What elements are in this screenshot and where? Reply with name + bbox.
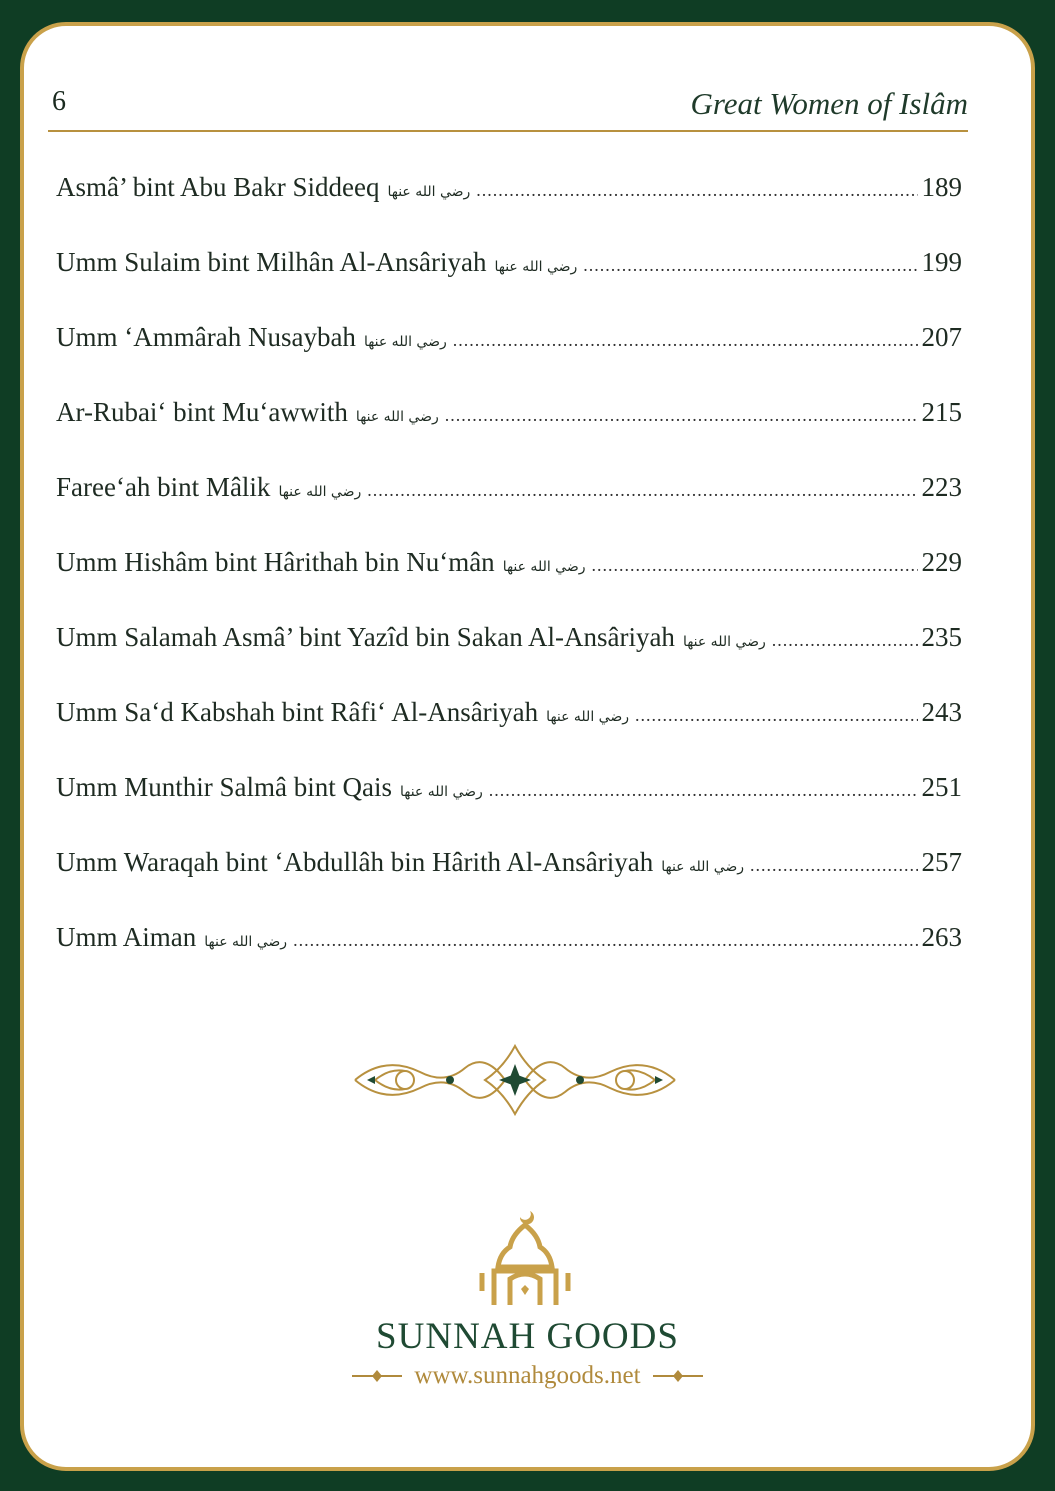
toc-leader-dots xyxy=(592,555,918,576)
toc-entry-page: 215 xyxy=(921,397,962,427)
toc-entry[interactable] xyxy=(56,697,962,772)
toc-entry-page: 251 xyxy=(921,772,962,802)
toc-entry-honorific: رضي الله عنها xyxy=(399,784,483,800)
mosque-dome-crescent-icon xyxy=(470,1205,580,1310)
toc-entry-honorific: رضي الله عنها xyxy=(387,184,471,200)
toc-entry-honorific: رضي الله عنها xyxy=(546,709,629,725)
toc-entry-page: 243 xyxy=(921,697,962,727)
toc-entry-page: 223 xyxy=(921,472,962,502)
page-header xyxy=(48,78,968,132)
toc-entry[interactable] xyxy=(56,772,962,847)
toc-leader-dots xyxy=(583,255,917,276)
toc-entry-honorific: رضي الله عنها xyxy=(661,859,745,875)
toc-entry[interactable] xyxy=(56,922,962,997)
toc-entry-title: Umm Sa‘d Kabshah bint Râfi‘ Al-Ansâriyah xyxy=(56,697,539,727)
toc-entry-honorific: رضي الله عنها xyxy=(502,559,586,575)
toc-leader-dots xyxy=(476,180,917,201)
toc-entry-honorific: رضي الله عنها xyxy=(494,259,578,275)
toc-entry[interactable] xyxy=(56,247,962,322)
toc-leader-dots xyxy=(635,705,918,726)
toc-entry[interactable] xyxy=(56,847,962,922)
toc-entry-page: 263 xyxy=(921,922,962,952)
toc-entry-title: Umm Waraqah bint ‘Abdullâh bin Hârith Al-Ansâriyah xyxy=(56,847,654,877)
toc-entry-honorific: رضي الله عنها xyxy=(204,934,288,950)
toc-entry-title: Asmâ’ bint Abu Bakr Siddeeq xyxy=(56,172,380,202)
toc-entry-honorific: رضي الله عنها xyxy=(363,334,447,350)
toc-entry-page: 229 xyxy=(921,547,962,577)
toc-leader-dots xyxy=(293,930,917,951)
brand-name: SUNNAH GOODS xyxy=(376,1316,679,1357)
toc-entry-title: Umm ‘Ammârah Nusaybah xyxy=(56,322,356,352)
toc-entry-page: 199 xyxy=(921,247,962,277)
toc-entry-page: 257 xyxy=(921,847,962,877)
flourish-right-icon xyxy=(653,1368,703,1384)
toc-leader-dots xyxy=(445,405,918,426)
toc-entry[interactable] xyxy=(56,172,962,247)
toc-entry-title: Umm Sulaim bint Milhân Al-Ansâriyah xyxy=(56,247,487,277)
toc-entry[interactable] xyxy=(56,622,962,697)
arabesque-divider-icon xyxy=(345,1040,685,1120)
toc-entry-honorific: رضي الله عنها xyxy=(355,409,439,425)
toc-leader-dots xyxy=(750,855,917,876)
flourish-left-icon xyxy=(352,1368,402,1384)
toc-entry-page: 235 xyxy=(921,622,962,652)
toc-entry-page: 207 xyxy=(921,322,962,352)
brand-url-link[interactable]: www.sunnahgoods.net xyxy=(414,1362,641,1389)
toc-entry[interactable] xyxy=(56,547,962,622)
toc-entry-title: Ar-Rubai‘ bint Mu‘awwith xyxy=(56,397,348,427)
toc-entry-honorific: رضي الله عنها xyxy=(682,634,766,650)
toc-entry-title: Umm Munthir Salmâ bint Qais xyxy=(56,772,392,802)
toc-entry-page: 189 xyxy=(921,172,962,202)
page-number: 6 xyxy=(52,86,66,117)
toc-leader-dots xyxy=(772,630,918,651)
toc-entry-honorific: رضي الله عنها xyxy=(278,484,362,500)
toc-leader-dots xyxy=(453,330,918,351)
brand-url-row xyxy=(0,1362,1055,1390)
toc-entry[interactable] xyxy=(56,472,962,547)
toc-entry-title: Umm Salamah Asmâ’ bint Yazîd bin Sakan Al-Ansâriyah xyxy=(56,622,675,652)
toc-leader-dots xyxy=(489,780,918,801)
toc-entry-title: Faree‘ah bint Mâlik xyxy=(56,472,271,502)
book-title: Great Women of Islâm xyxy=(690,86,968,121)
table-of-contents xyxy=(56,172,962,997)
toc-entry[interactable] xyxy=(56,322,962,397)
toc-leader-dots xyxy=(367,480,917,501)
toc-entry[interactable] xyxy=(56,397,962,472)
toc-entry-title: Umm Aiman xyxy=(56,922,197,952)
toc-entry-title: Umm Hishâm bint Hârithah bin Nu‘mân xyxy=(56,547,495,577)
